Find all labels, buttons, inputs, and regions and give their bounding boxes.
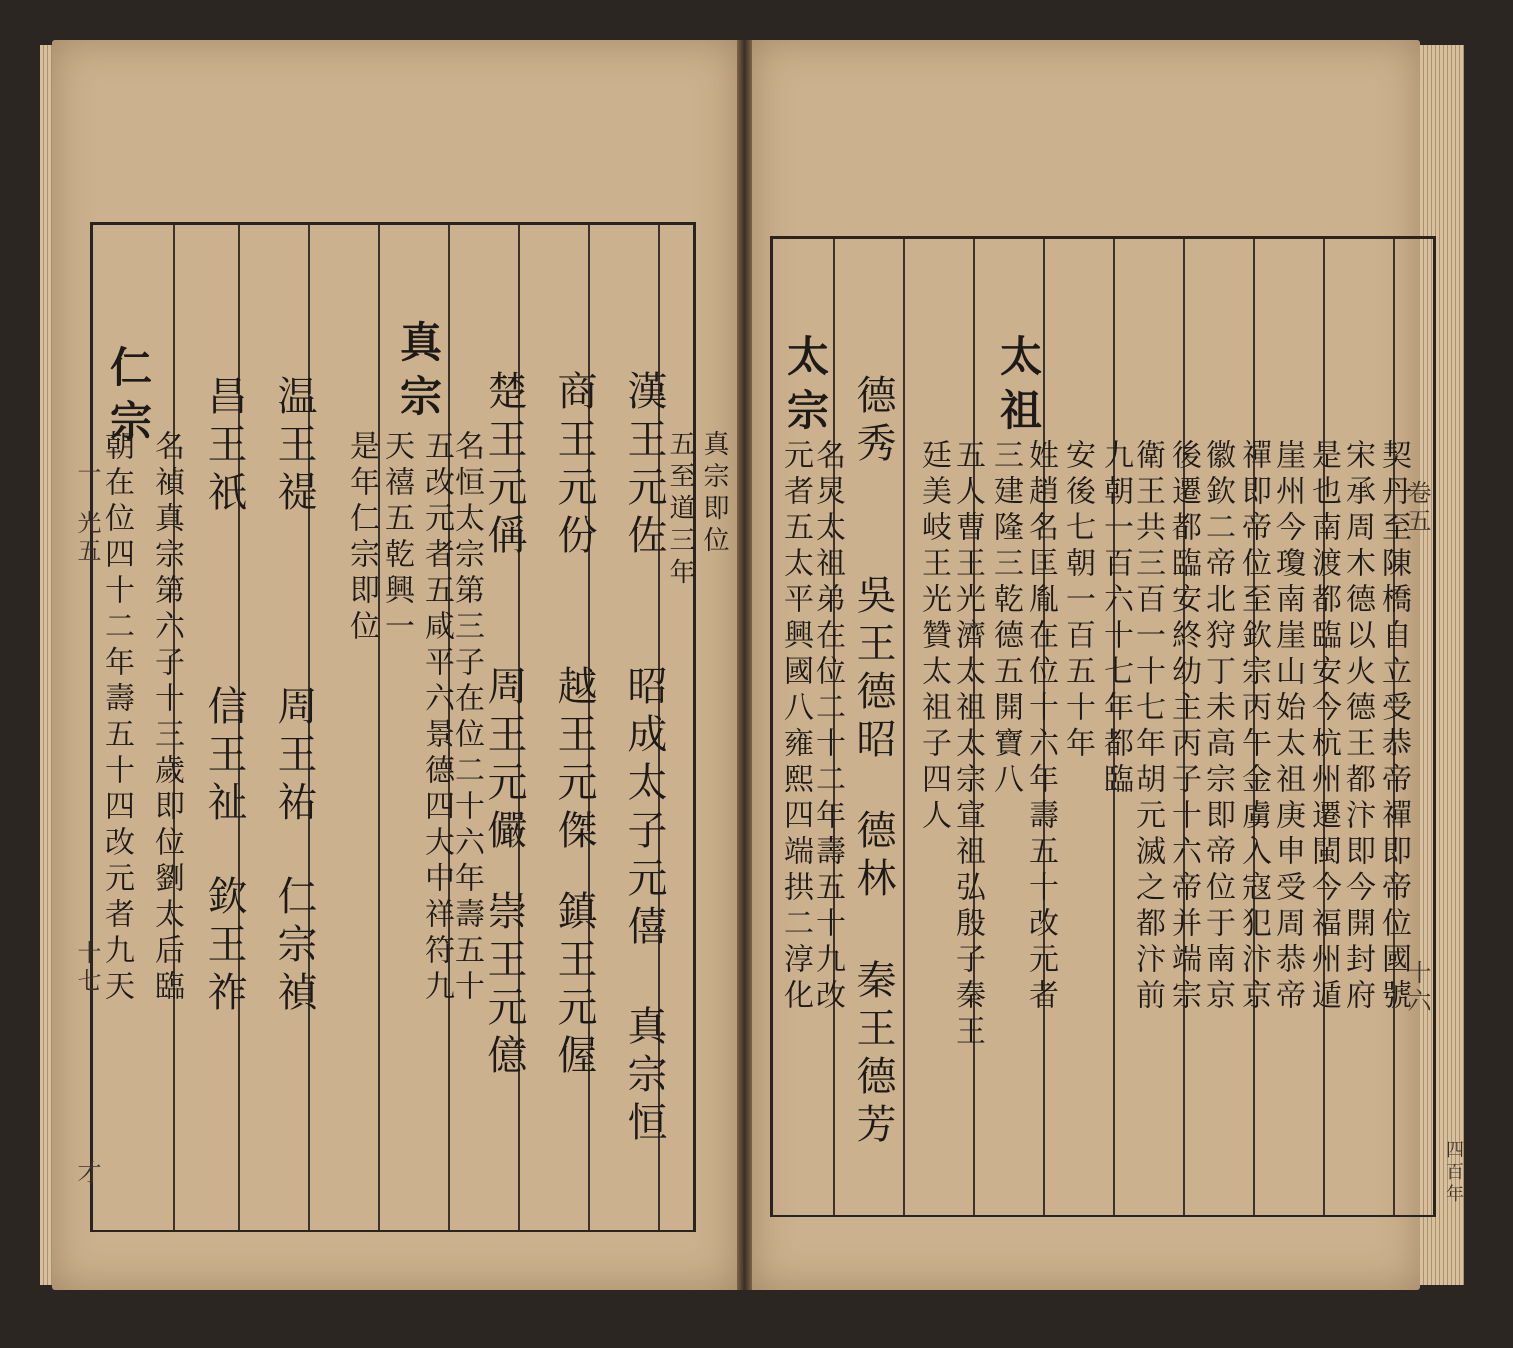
zhenzong-title: 真宗: [394, 320, 443, 428]
book-gutter: [737, 40, 752, 1290]
column-rule: [903, 239, 905, 1215]
hanwang-head: 漢王元佐: [621, 370, 667, 562]
note-qidan: 契丹至陳橋自立受恭帝禪即帝位國號: [1376, 439, 1411, 1015]
renzong-note-2: 朝在位四十二年壽五十四改元者九天: [99, 430, 134, 1006]
note-chan: 禪即帝位至欽宗丙午金虜入寇犯汴京: [1236, 439, 1271, 1015]
zhouwang-mid: 周王祐: [271, 685, 317, 829]
note-tianxi: 天禧五乾興一: [379, 430, 414, 646]
chongwang: 崇王元億: [481, 890, 527, 1082]
zhouwang-yan: 周王元儼: [481, 665, 527, 857]
wuwang-dezhao: 吳王德昭: [850, 574, 896, 766]
wenwang-head: 温王禔: [271, 375, 317, 519]
note-wuren: 五人曹王光濟太祖太宗宣祖弘殷子秦王: [950, 439, 985, 1051]
zhenzong-note: 名恒太宗第三子在位二十六年壽五十: [449, 430, 484, 1006]
shangwang-head: 商王元份: [551, 370, 597, 562]
changwang-head: 昌王祇: [201, 375, 247, 519]
right-margin-mark-1: 卷五: [1403, 480, 1431, 536]
note-shinian: 是年仁宗即位: [344, 430, 379, 646]
qinwang-tail: 欽王祚: [201, 875, 247, 1019]
taizong-note-2: 元者五太平興國八雍熙四端拱二淳化: [778, 439, 813, 1015]
top-note-a: 五至道三年: [665, 430, 695, 590]
taizu-note-2: 三建隆三乾德五開寶八: [988, 439, 1023, 799]
renzong-title: 仁宗: [104, 345, 153, 453]
taizu-note-1: 姓趙名匡胤在位十六年壽五十改元者: [1023, 439, 1058, 1015]
zhenwang: 鎮王元偓: [551, 890, 597, 1082]
taizong-note-1: 名炅太祖弟在位二十二年壽五十九改: [810, 439, 845, 1015]
zhaocheng: 昭成太子元僖: [621, 665, 667, 953]
taizong-title: 太宗: [781, 334, 830, 442]
note-yazhou: 崖州今瓊南崖山始太祖庚申受周恭帝: [1270, 439, 1305, 1015]
left-margin-mark-3: 十七: [73, 940, 101, 996]
taizu-title: 太祖: [994, 334, 1043, 442]
note-gaiyuan: 五改元者五咸平六景德四大中祥符九: [419, 430, 454, 1006]
renzong-tail: 仁宗禎: [271, 875, 317, 1019]
right-margin-mark-2: 十六: [1403, 960, 1431, 1016]
note-jiuchao: 九朝一百六十七年都臨: [1098, 439, 1133, 799]
note-songcheng: 宋承周木德以火德王都汴即今開封府: [1340, 439, 1375, 1015]
left-margin-mark-4: 才: [73, 1160, 101, 1188]
chuwang-head: 楚王元偁: [481, 370, 527, 562]
right-text-frame: [770, 236, 1436, 1217]
left-margin-mark-2: 光五: [73, 510, 101, 566]
note-weiwang: 衛王共三百一十七年胡元滅之都汴前: [1130, 439, 1165, 1015]
renzong-note-1: 名禎真宗第六子十三歲即位劉太后臨: [149, 430, 184, 1006]
yuewang: 越王元傑: [551, 665, 597, 857]
right-margin-mark-3: 四百年: [1443, 1140, 1464, 1206]
left-margin-mark-1: 一: [73, 460, 101, 488]
note-shiye: 是也南渡都臨安今杭州遷閩今福州遁: [1306, 439, 1341, 1015]
delin-qinwang: 德林 秦王德芳: [850, 809, 896, 1151]
zhenzong-heng: 真宗恒: [621, 1005, 667, 1149]
left-text-frame: [90, 222, 729, 1232]
xinwang-mid: 信王祉: [201, 685, 247, 829]
note-an-hou: 安後七朝一百五十年: [1060, 439, 1095, 763]
dexiu: 德秀: [850, 374, 896, 470]
top-note-b: 真宗即位: [699, 430, 729, 558]
note-houqian: 後遷都臨安終幼主丙子十六帝并端宗: [1166, 439, 1201, 1015]
column-rule: [378, 225, 380, 1230]
note-huiqin: 徽欽二帝北狩丁未高宗即帝位于南京: [1200, 439, 1235, 1015]
note-tingmei: 廷美岐王光贊太祖子四人: [916, 439, 951, 835]
